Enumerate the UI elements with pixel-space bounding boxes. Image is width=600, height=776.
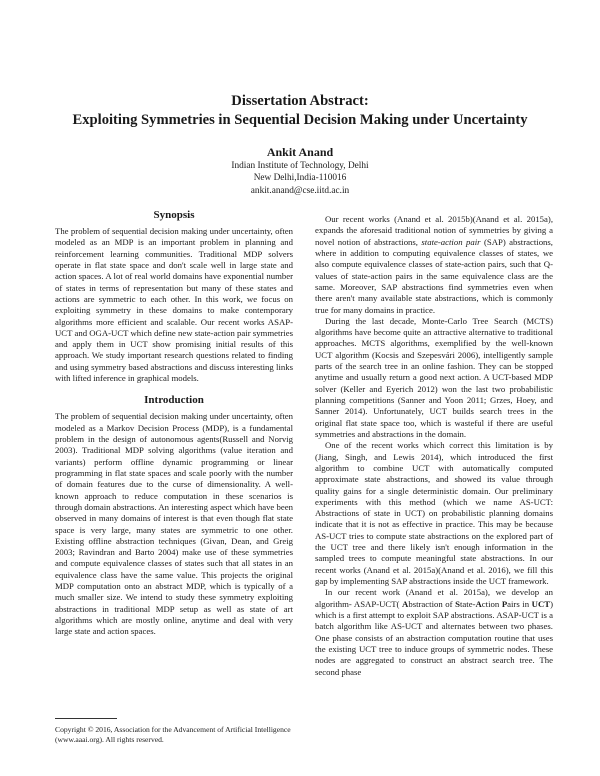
- right-column: [315, 214, 553, 678]
- footnote-divider: [55, 718, 117, 719]
- introduction-heading: Introduction: [144, 394, 204, 407]
- right-paragraph-3: One of the recent works which correct this limitation is by (Jiang, Singh, and Lewis 2014), which introduced the first algorithm to combine UCT with automatically computed approximate state abstractions, and showed its value through quality gains for a single deterministic domain. Our preliminary experiments with this method (which we name AS-UCT: Abstractions of state in UCT) on probabilistic planning domains indicate that it is not as effective in practice. This may be because AS-UCT tries to compute state abstractions on the explored part of the UCT tree and there likely isn't enough information in the sampled trees to compute meaningful state abstractions. In our recent works (Anand et al. 2015a)(Anand et al. 2016), we fill this gap by implementing SAP abstractions inside the UCT framework.: [315, 440, 553, 586]
- author-address: New Delhi,India-110016: [253, 173, 347, 184]
- title-line-2: Exploiting Symmetries in Sequential Decision Making under Uncertainty: [72, 112, 528, 128]
- author-name: Ankit Anand: [266, 145, 334, 159]
- author-affiliation: Indian Institute of Technology, Delhi: [231, 161, 369, 171]
- copyright-footnote: Copyright © 2016, Association for the Advancement of Artificial Intelligence (www.aaai.org). All rights reserved.: [55, 725, 291, 744]
- right-paragraph-1: Our recent works (Anand et al. 2015b)(Anand et al. 2015a), expands the aforesaid traditional notion of symmetries by giving a novel notion of abstractions, state-action pair (SAP) abstractions, where in addition to computing equivalence classes of states, we also compute equivalence classes of state-action pairs, such that Q-values of state-action pairs in the same equivalence class are the same. Moreover, SAP abstractions find symmetries even when there aren't many available state abstractions, which is commonly true for many domains in practice.: [315, 214, 553, 315]
- introduction-paragraph: The problem of sequential decision making under uncertainty, often modeled as a Markov Decision Process (MDP), is a fundamental problem in the design of autonomous agents(Russell and Norvig 2003). Traditional MDP solving algorithms (value iteration and variants) perform offline dynamic programming or linear programming in flat state spaces and scale poorly with the number of domain features due to the curse of dimensionality. A well-known approach to reduce computation in these scenarios is through domain abstractions. An interesting aspect which have been observed in many domains of interest is that even though flat state space is very large, many states are symmetric to one other. Existing offline abstraction techniques (Givan, Dean, and Greig 2003; Ravindran and Barto 2004) make use of these symmetries and compute equivalence classes of states such that all states in an equivalence class have the same value. This projects the original MDP computation onto an abstract MDP, which is typically of a much smaller size. We intend to study these symmetry exploiting abstractions in traditional MDP setup as well as state of art algorithms which are mostly online, anytime and deal with very large state and action spaces.: [55, 411, 293, 637]
- author-email: ankit.anand@cse.iitd.ac.in: [250, 185, 350, 196]
- title-line-1: Dissertation Abstract:: [231, 93, 369, 109]
- left-column: [55, 208, 293, 638]
- author-block: [0, 144, 600, 197]
- synopsis-paragraph: The problem of sequential decision making under uncertainty, often modeled as an MDP is an important problem in planning and reinforcement learning communities. Traditional MDP solvers operate in flat state space and don't scale well in large state and action spaces. A lot of real world domains have exponential number of states in terms of representation but many of these states and actions are symmetric to each other. In this work, we focus on exploiting symmetry in these domains to make contemporary algorithms more efficient and scalable. Our recent works ASAP-UCT and OGA-UCT which define new state-action pair symmetries and apply them in UCT show promising initial results of this approach. We study important research questions related to finding and using symmetry based abstractions and discuss interesting links with lifted inference in graphical models.: [55, 226, 293, 384]
- synopsis-heading: Synopsis: [153, 209, 195, 221]
- right-paragraph-4: In our recent work (Anand et al. 2015a), we develop an algorithm- ASAP-UCT( Abstraction of State-Action Pairs in UCT) which is a first attempt to exploit SAP abstractions. ASAP-UCT is a batch algorithm like AS-UCT and alternates between two phases. One phase consists of an abstraction computation routine that uses the existing UCT tree to induce groups of symmetric nodes. These nodes are aggregated to construct an abstract search tree. The second phase: [315, 587, 553, 677]
- right-paragraph-2: During the last decade, Monte-Carlo Tree Search (MCTS) algorithms have become quite an attractive alternative to traditional approaches. MCTS algorithms, exemplified by the well-known UCT algorithm (Kocsis and Szepesvári 2006), intelligently sample parts of the search tree in an online fashion. They can be stopped anytime and usually return a good next action. A UCT-based MDP solver (Keller and Eyerich 2012) won the last two probabilistic planning competitions (Sanner and Yoon 2011; Grzes, Hoey, and Sanner 2014). Unfortunately, UCT builds search trees in the original flat state space too, which is wasteful if there are useful symmetries and abstractions in the domain.: [315, 315, 553, 439]
- paper-title: [0, 92, 600, 130]
